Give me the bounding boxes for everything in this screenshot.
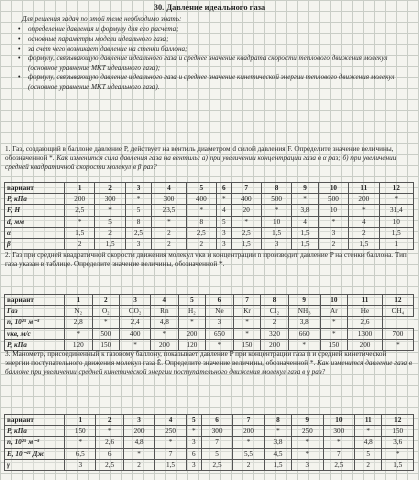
table-cell: 2,5 (96, 459, 123, 470)
table-cell: 3,8 (288, 317, 320, 328)
intro-item: • основные параметры модели идеального газа; (22, 35, 413, 44)
table-cell: 2 (95, 227, 125, 238)
table-header-row (5, 183, 414, 194)
table-cell: 31,4 (379, 205, 413, 216)
table-cell: 3 (318, 227, 348, 238)
table-header-cell: 6 (206, 295, 234, 306)
table-cell: 2,5 (201, 459, 232, 470)
intro-lead: Для решения задач по этой теме необходимо знать: (22, 15, 182, 23)
table-cell: 120 (178, 339, 206, 350)
table-problem-3 (4, 414, 414, 471)
table-cell: 500 (92, 328, 120, 339)
table-header-cell: 12 (379, 183, 413, 194)
table-cell: 3,6 (382, 437, 414, 448)
table-header-cell: 10 (320, 295, 348, 306)
table-header-cell: 2 (95, 183, 125, 194)
table-cell: * (292, 448, 323, 459)
table-cell: 400 (231, 194, 261, 205)
table-header-label: вариант (5, 415, 65, 426)
table-cell: * (349, 205, 379, 216)
table-cell: 1,5 (292, 238, 318, 249)
table-header-row (5, 295, 414, 306)
table-cell: 4 (292, 216, 318, 227)
table-cell: CH₄ (382, 306, 413, 317)
table-cell: 2,8 (65, 317, 93, 328)
table-row (5, 216, 414, 227)
table-cell: 400 (120, 328, 151, 339)
table-cell: 200 (261, 339, 289, 350)
table-header-cell: 1 (65, 295, 93, 306)
table-cell: 5 (125, 205, 151, 216)
table-row-label: P, кПа (5, 339, 65, 350)
table-cell: 700 (382, 328, 413, 339)
table-cell: 1,5 (292, 227, 318, 238)
table-header-cell: 9 (292, 183, 318, 194)
table-header-cell: 5 (178, 295, 206, 306)
table-row (5, 328, 414, 339)
table-cell: CO₂ (120, 306, 151, 317)
table-row-label: α (5, 227, 65, 238)
table-header-cell: 4 (151, 295, 179, 306)
table-cell: 2 (186, 238, 216, 249)
table-header-cell: 11 (349, 183, 379, 194)
table-cell: 23,5 (152, 205, 186, 216)
table-row-label: F, Н (5, 205, 65, 216)
table-cell: 4,5 (264, 448, 291, 459)
table-cell: * (151, 328, 179, 339)
table-cell: 5,5 (233, 448, 264, 459)
table-cell: 5 (216, 216, 231, 227)
table-row (5, 448, 414, 459)
table-cell: 2,5 (125, 227, 151, 238)
intro-item: • определение давления и формулу для его расчета; (22, 25, 413, 34)
table-cell: 5 (95, 216, 125, 227)
table-header-cell: 3 (125, 183, 151, 194)
table-cell: 200 (233, 426, 264, 437)
intro-list (8, 25, 413, 92)
table-cell: * (65, 216, 95, 227)
problem-1 (5, 145, 412, 173)
table-cell: 4 (349, 216, 379, 227)
table-cell: * (231, 216, 261, 227)
table-header-cell: 11 (355, 415, 382, 426)
table-cell: H₂ (178, 306, 206, 317)
table-cell: * (318, 216, 348, 227)
table-cell: 200 (151, 339, 179, 350)
table-cell: 3 (261, 238, 291, 249)
table-cell: He (348, 306, 383, 317)
table-cell: * (382, 448, 414, 459)
table-cell: 1,5 (379, 227, 413, 238)
table-header-cell: 8 (261, 183, 291, 194)
table-problem-1 (4, 182, 414, 250)
table-cell: * (95, 205, 125, 216)
table-header-cell: 4 (152, 183, 186, 194)
problem-2-text: 2. Газ при средней квадратичной скорости движения молекул vкв и концентрации n производит давление P на стенки баллона. Тип газа указан в таблице. Определите значение величины, обозначенной *. (5, 251, 407, 269)
table-cell: 2 (65, 238, 95, 249)
table-cell: 7 (323, 448, 354, 459)
table-cell: * (155, 437, 186, 448)
table-row (5, 317, 414, 328)
table-row-label: β (5, 238, 65, 249)
table-cell: 2,6 (96, 437, 123, 448)
table-row (5, 306, 414, 317)
table-cell: 200 (178, 328, 206, 339)
table-cell: 3,8 (292, 205, 318, 216)
table-header-cell: 1 (65, 415, 96, 426)
table-cell: * (65, 328, 93, 339)
table-header-cell: 4 (155, 415, 186, 426)
table-cell: * (96, 426, 123, 437)
table-cell: 300 (323, 426, 354, 437)
table-cell: 2 (123, 459, 154, 470)
intro-item: • формулу, связывающую давление идеального газа и среднее значение кинетической энергии теплового движения молекул (основное уравнение МКТ идеального газа). (22, 73, 413, 91)
table-header-cell: 5 (186, 183, 216, 194)
table-cell: 1,5 (155, 459, 186, 470)
table-cell: 6 (96, 448, 123, 459)
table-cell: 1,5 (95, 238, 125, 249)
table-cell: 7 (201, 437, 232, 448)
table-header-cell: 10 (318, 183, 348, 194)
table-header-cell: 2 (92, 295, 120, 306)
table-cell: 2 (318, 238, 348, 249)
table-header-cell: 7 (231, 183, 261, 194)
problem-2 (5, 251, 412, 269)
table-header-cell: 1 (65, 183, 95, 194)
table-cell: * (120, 339, 151, 350)
table-header-cell: 9 (288, 295, 320, 306)
table-row (5, 339, 414, 350)
table-cell: 150 (233, 339, 261, 350)
table-cell: 2,4 (120, 317, 151, 328)
table-cell: 2 (349, 227, 379, 238)
table-header-cell: 12 (382, 415, 414, 426)
table-cell: * (216, 194, 231, 205)
table-cell: * (292, 437, 323, 448)
table-cell: 2 (152, 238, 186, 249)
table-cell: 1 (379, 238, 413, 249)
table-header-cell: 7 (233, 295, 261, 306)
table-header-cell: 12 (382, 295, 413, 306)
table-row-label: γ (5, 459, 65, 470)
table-row-label: vкв, м/с (5, 328, 65, 339)
table-cell: * (178, 317, 206, 328)
table-cell: 3 (186, 437, 201, 448)
table-cell: 320 (261, 328, 289, 339)
table-cell: 8 (125, 216, 151, 227)
table-cell: 2,5 (231, 227, 261, 238)
table-cell: 1,5 (382, 459, 414, 470)
table-cell: 150 (92, 339, 120, 350)
problem-1-text: 1. Газ, создающий в баллоне давление P, действует на вентиль диаметром d силой давления F. Определите значение величины, обозначенной *. (5, 145, 394, 163)
table-cell: 2 (152, 227, 186, 238)
table-cell: 3 (206, 317, 234, 328)
table-cell: 2,5 (186, 227, 216, 238)
table-header-cell: 3 (120, 295, 151, 306)
table-cell: * (320, 328, 348, 339)
table-cell: 10 (318, 205, 348, 216)
table-cell: * (125, 194, 151, 205)
table-cell: * (65, 437, 96, 448)
table-cell: * (261, 205, 291, 216)
table-row-label: n, 10²⁵ м⁻³ (5, 317, 65, 328)
table-cell: 4,8 (151, 317, 179, 328)
table-cell: 2 (233, 459, 264, 470)
table-cell: * (233, 328, 261, 339)
table-row (5, 194, 414, 205)
table-cell: * (320, 317, 348, 328)
table-cell: * (292, 194, 318, 205)
table-cell: 300 (152, 194, 186, 205)
table-cell: 500 (261, 194, 291, 205)
table-cell: * (288, 339, 320, 350)
table-cell: * (206, 339, 234, 350)
intro-item: • за счет чего возникает давление на стенки баллона; (22, 45, 413, 54)
table-cell: 1,5 (264, 459, 291, 470)
table-header-cell: 8 (264, 415, 291, 426)
table-cell: 3 (125, 238, 151, 249)
table-row-label: P, кПа (5, 194, 65, 205)
table-header-cell: 9 (292, 415, 323, 426)
table-cell: * (233, 317, 261, 328)
table-row-label: P, кПа (5, 426, 65, 437)
table-cell: 150 (382, 426, 414, 437)
problem-3 (5, 350, 412, 378)
table-cell: 500 (318, 194, 348, 205)
table-cell: 3 (216, 227, 231, 238)
table-cell: 2,6 (348, 317, 383, 328)
table-cell: 150 (65, 426, 96, 437)
table-cell: * (123, 448, 154, 459)
table-cell: O₂ (92, 306, 120, 317)
table-cell: 300 (201, 426, 232, 437)
table-cell: Ar (320, 306, 348, 317)
table-cell: 3,8 (264, 437, 291, 448)
table-header-cell: 6 (201, 415, 232, 426)
table-cell: 120 (65, 339, 93, 350)
table-header-row (5, 415, 414, 426)
table-header-cell: 2 (96, 415, 123, 426)
table-cell: 5 (201, 448, 232, 459)
table-header-label: вариант (5, 183, 65, 194)
problem-3-text: 3. Манометр, присоединенный к газовому баллону, показывает давление P при концентрации газа n и средней кинетической энергии поступательного движения молекул газа Ē. Определите значение величины, обозначенной *. (5, 350, 387, 368)
table-cell: 6,5 (65, 448, 96, 459)
table-cell: Cl₂ (261, 306, 289, 317)
table-row (5, 227, 414, 238)
table-cell: 150 (320, 339, 348, 350)
table-header-cell: 10 (323, 415, 354, 426)
table-row (5, 205, 414, 216)
problem-1-question: Как изменится сила давления газа на вентиль: а) при увеличении концентрации газа в α раз; б) при увеличении средней квадратичной скорости молекул в β раз? (5, 154, 397, 172)
table-cell: 650 (206, 328, 234, 339)
table-cell: 1,5 (65, 227, 95, 238)
table-cell: 200 (65, 194, 95, 205)
table-cell: * (92, 317, 120, 328)
table-cell: * (382, 339, 413, 350)
table-cell: 300 (95, 194, 125, 205)
table-row (5, 437, 414, 448)
table-cell: 3 (186, 459, 201, 470)
table-cell: N₂ (65, 306, 93, 317)
table-row-label: n, 10²⁵ м⁻³ (5, 437, 65, 448)
table-cell: 1300 (348, 328, 383, 339)
table-cell: 8 (186, 216, 216, 227)
table-cell: 20 (231, 205, 261, 216)
table-row (5, 459, 414, 470)
table-cell: 1,5 (261, 227, 291, 238)
table-cell: Ne (206, 306, 234, 317)
table-cell: 2,5 (65, 205, 95, 216)
table-row (5, 238, 414, 249)
table-cell: 2 (355, 459, 382, 470)
table-cell: NH₃ (288, 306, 320, 317)
table-cell: 4 (216, 205, 231, 216)
table-cell: 6 (186, 448, 201, 459)
table-cell: * (186, 205, 216, 216)
table-cell: 4,8 (123, 437, 154, 448)
table-header-cell: 7 (233, 415, 264, 426)
intro-block (8, 15, 413, 92)
table-cell: 3 (292, 459, 323, 470)
table-cell: 200 (349, 194, 379, 205)
table-row (5, 426, 414, 437)
table-row-label: E, 10⁻²¹ Дж (5, 448, 65, 459)
table-cell: 2,5 (323, 459, 354, 470)
table-header-cell: 6 (216, 183, 231, 194)
table-problem-2 (4, 294, 414, 351)
table-cell: 5 (355, 448, 382, 459)
table-cell: * (186, 426, 201, 437)
problem-3-question: Как изменится давление газа в баллоне при увеличении средней кинетической энергии поступательного движения молекул газа в γ раз? (5, 359, 413, 377)
table-cell: * (355, 426, 382, 437)
table-cell: * (323, 437, 354, 448)
intro-item: • формулу, связывающую давление идеального газа и среднее значение квадрата скорости теплового движения молекул (основное уравнение МКТ идеального газа); (22, 54, 413, 72)
table-header-cell: 3 (123, 415, 154, 426)
table-header-cell: 8 (261, 295, 289, 306)
table-cell: * (379, 194, 413, 205)
table-cell: 1,5 (349, 238, 379, 249)
page-title: 30. Давление идеального газа (153, 3, 266, 12)
table-cell: 1,5 (231, 238, 261, 249)
table-header-label: вариант (5, 295, 65, 306)
table-cell: 7 (155, 448, 186, 459)
table-header-cell: 5 (186, 415, 201, 426)
table-cell: 10 (379, 216, 413, 227)
table-cell: * (264, 426, 291, 437)
table-row-label: d, мм (5, 216, 65, 227)
table-cell: 4,8 (355, 437, 382, 448)
table-cell: 200 (123, 426, 154, 437)
table-cell: * (152, 216, 186, 227)
table-row-label: Газ (5, 306, 65, 317)
table-cell: Rn (151, 306, 179, 317)
table-cell: 3 (65, 459, 96, 470)
table-cell: 250 (292, 426, 323, 437)
table-cell: Kr (233, 306, 261, 317)
table-cell: 10 (261, 216, 291, 227)
table-header-cell: 11 (348, 295, 383, 306)
table-cell: * (233, 437, 264, 448)
table-cell: 2 (261, 317, 289, 328)
table-cell: 3 (216, 238, 231, 249)
table-cell: 200 (348, 339, 383, 350)
table-cell: 250 (155, 426, 186, 437)
table-cell: 660 (288, 328, 320, 339)
table-cell: 400 (186, 194, 216, 205)
